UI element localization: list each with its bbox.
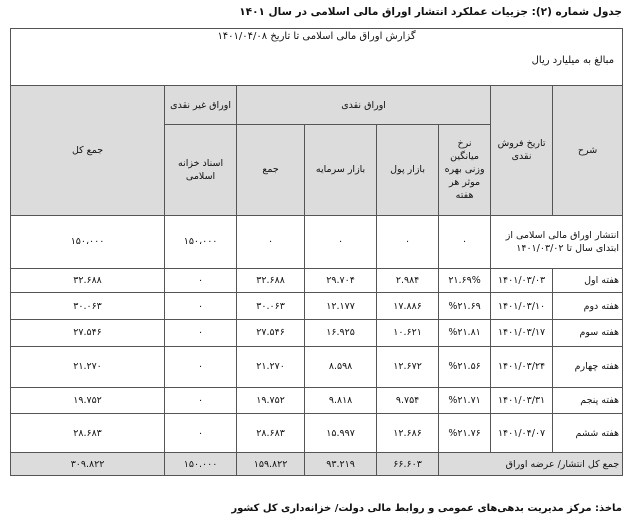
table-banner xyxy=(11,29,623,86)
row-sum: ۲۸.۶۸۳ xyxy=(237,414,305,453)
table-banner-row xyxy=(11,29,623,86)
row-capital-market: ۰ xyxy=(305,215,377,268)
header-sum: جمع xyxy=(237,125,305,215)
row-total: ۲۷.۵۴۶ xyxy=(11,320,165,347)
row-date: ۱۴۰۱/۰۳/۳۱ xyxy=(491,387,553,414)
row-capital-market: ۱۵.۹۹۷ xyxy=(305,414,377,453)
row-rate: ۲۱.۶۹% xyxy=(439,268,491,293)
row-money-market: ۱۲.۶۸۶ xyxy=(377,414,439,453)
total-treasury: ۱۵۰.۰۰۰ xyxy=(165,453,237,476)
row-capital-market: ۲۹.۷۰۴ xyxy=(305,268,377,293)
total-row xyxy=(11,453,623,476)
source-note: ماخذ: مرکز مدیریت بدهی‌های عمومی و روابط مالی دولت/ خزانه‌داری کل کشور xyxy=(231,503,622,514)
row-rate: %۲۱.۷۱ xyxy=(439,387,491,414)
report-date-line: گزارش اوراق مالی اسلامی تا تاریخ ۱۴۰۱/۰۴/۰۸ xyxy=(217,31,416,42)
header-treasury: اسناد خزانه اسلامی xyxy=(165,125,237,215)
total-capital-market: ۹۳.۲۱۹ xyxy=(305,453,377,476)
row-description: هفته دوم xyxy=(553,293,623,320)
row-capital-market: ۹.۸۱۸ xyxy=(305,387,377,414)
row-description: هفته سوم xyxy=(553,320,623,347)
total-row-label: جمع کل انتشار/ عرضه اوراق xyxy=(439,453,623,476)
row-treasury: ۰ xyxy=(165,320,237,347)
header-non-cash-bonds: اوراق غیر نقدی xyxy=(165,86,237,125)
row-capital-market: ۸.۵۹۸ xyxy=(305,346,377,387)
row-capital-market: ۱۲.۱۷۷ xyxy=(305,293,377,320)
header-description: شرح xyxy=(553,86,623,215)
row-money-market: ۱۷.۸۸۶ xyxy=(377,293,439,320)
row-rate: %۲۱.۶۹ xyxy=(439,293,491,320)
row-total: ۱۹.۷۵۲ xyxy=(11,387,165,414)
row-description: انتشار اوراق مالی اسلامی از ابتدای سال تا ۱۴۰۱/۰۳/۰۲ xyxy=(491,215,623,268)
header-sale-date: تاریخ فروش نقدی xyxy=(491,86,553,215)
table-row xyxy=(11,215,623,268)
table-row xyxy=(11,346,623,387)
row-rate: %۲۱.۵۶ xyxy=(439,346,491,387)
header-money-market: بازار پول xyxy=(377,125,439,215)
header-rate: نرخ میانگین وزنی بهره موثر هر هفته xyxy=(439,125,491,215)
row-capital-market: ۱۶.۹۲۵ xyxy=(305,320,377,347)
row-money-market: ۲.۹۸۴ xyxy=(377,268,439,293)
row-sum: ۳۲.۶۸۸ xyxy=(237,268,305,293)
total-grand: ۳۰۹.۸۲۲ xyxy=(11,453,165,476)
row-sum: ۲۱.۲۷۰ xyxy=(237,346,305,387)
row-treasury: ۰ xyxy=(165,387,237,414)
row-money-market: ۹.۷۵۴ xyxy=(377,387,439,414)
row-date: ۱۴۰۱/۰۳/۲۴ xyxy=(491,346,553,387)
table-row xyxy=(11,414,623,453)
row-date: ۱۴۰۱/۰۴/۰۷ xyxy=(491,414,553,453)
row-treasury: ۱۵۰،۰۰۰ xyxy=(165,215,237,268)
unit-note: مبالغ به میلیارد ریال xyxy=(531,55,615,66)
row-total: ۳۰.۰۶۳ xyxy=(11,293,165,320)
row-total: ۲۸.۶۸۳ xyxy=(11,414,165,453)
row-money-market: ۱۰.۶۲۱ xyxy=(377,320,439,347)
row-description: هفته پنجم xyxy=(553,387,623,414)
row-sum: ۱۹.۷۵۲ xyxy=(237,387,305,414)
row-description: هفته چهارم xyxy=(553,346,623,387)
row-date: ۱۴۰۱/۰۳/۱۰ xyxy=(491,293,553,320)
header-cash-bonds: اوراق نقدی xyxy=(237,86,491,125)
header-grand-total: جمع کل xyxy=(11,86,165,215)
row-total: ۳۲.۶۸۸ xyxy=(11,268,165,293)
row-rate: %۲۱.۷۶ xyxy=(439,414,491,453)
row-date: ۱۴۰۱/۰۳/۱۷ xyxy=(491,320,553,347)
row-money-market: ۰ xyxy=(377,215,439,268)
row-sum: ۲۷.۵۴۶ xyxy=(237,320,305,347)
row-treasury: ۰ xyxy=(165,414,237,453)
row-rate: ۰ xyxy=(439,215,491,268)
total-sum: ۱۵۹.۸۲۲ xyxy=(237,453,305,476)
row-money-market: ۱۲.۶۷۲ xyxy=(377,346,439,387)
header-row-1 xyxy=(11,86,623,125)
table-row xyxy=(11,320,623,347)
row-treasury: ۰ xyxy=(165,293,237,320)
table-row xyxy=(11,268,623,293)
total-money-market: ۶۶.۶۰۳ xyxy=(377,453,439,476)
row-date: ۱۴۰۱/۰۳/۰۳ xyxy=(491,268,553,293)
row-rate: %۲۱.۸۱ xyxy=(439,320,491,347)
table-row xyxy=(11,387,623,414)
row-treasury: ۰ xyxy=(165,346,237,387)
row-description: هفته اول xyxy=(553,268,623,293)
row-sum: ۳۰.۰۶۳ xyxy=(237,293,305,320)
bond-issuance-table xyxy=(10,28,623,476)
table-row xyxy=(11,293,623,320)
row-sum: ۰ xyxy=(237,215,305,268)
row-total: ۱۵۰،۰۰۰ xyxy=(11,215,165,268)
table-title: جدول شماره (۲): جزییات عملکرد انتشار اوراق مالی اسلامی در سال ۱۴۰۱ xyxy=(239,6,622,18)
header-capital-market: بازار سرمایه xyxy=(305,125,377,215)
row-total: ۲۱.۲۷۰ xyxy=(11,346,165,387)
row-description: هفته ششم xyxy=(553,414,623,453)
row-treasury: ۰ xyxy=(165,268,237,293)
